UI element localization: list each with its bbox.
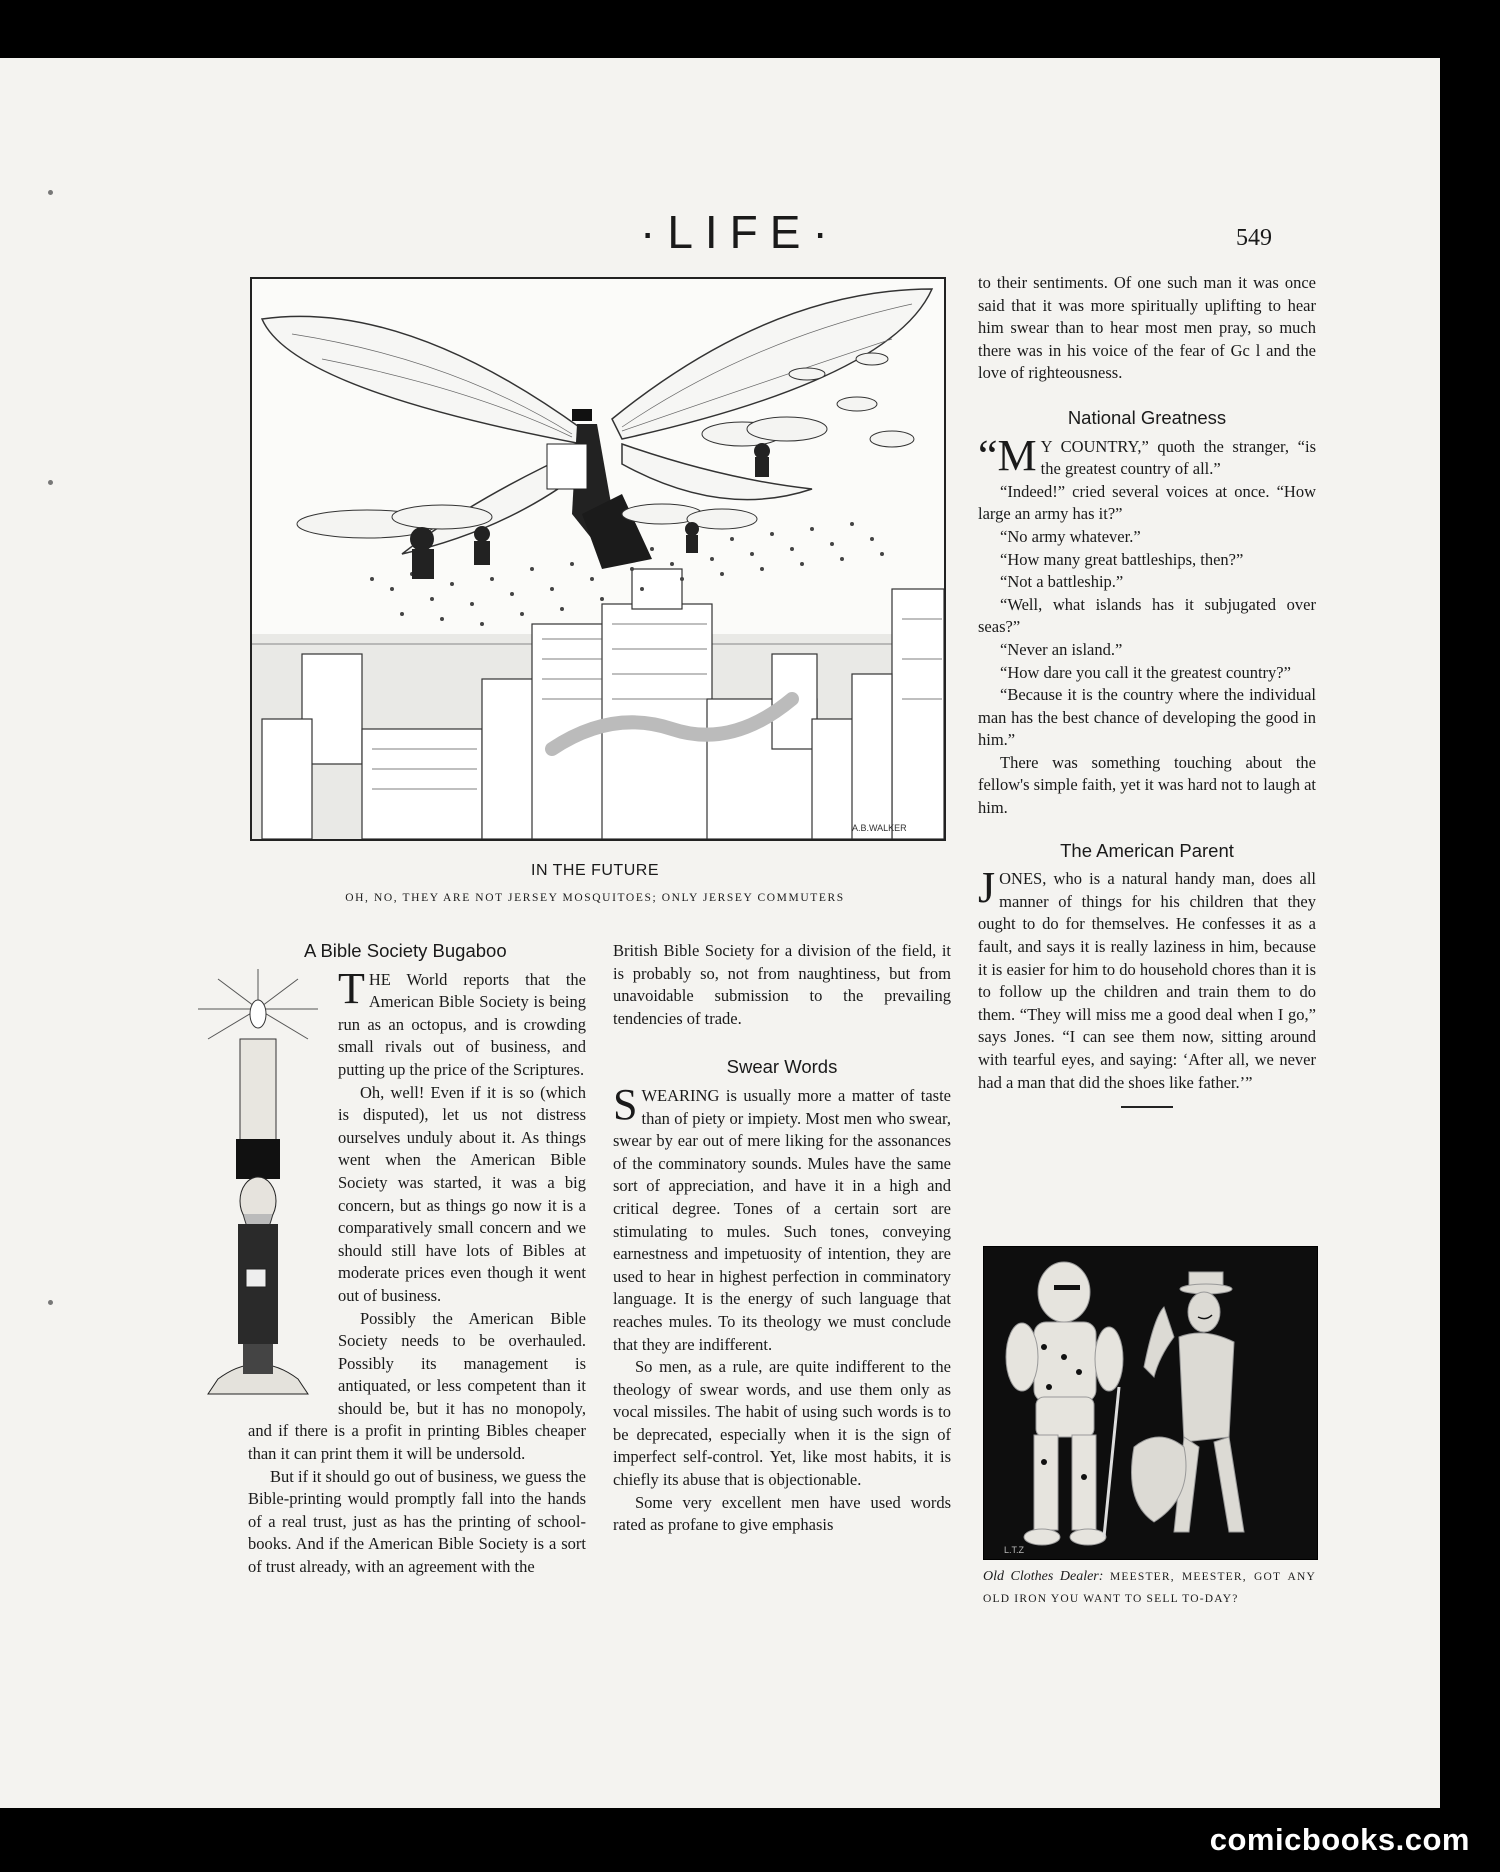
dialogue-line: There was something touching about the fellow's simple faith, yet it was hard not to laugh at him.: [978, 752, 1316, 818]
article-heading: The American Parent: [1060, 839, 1234, 861]
article-paragraph: Possibly the American Bible Society needs to be overhauled. Possibly its management is antiquated, or less competent than it should be, but it has no monopoly, and if there is a profit in printing Bibles cheaper than it can print them it will be undersold.: [248, 1308, 586, 1464]
cartoon-caption: [983, 1566, 1316, 1610]
article-paragraph: “M Y COUNTRY,” quoth the stranger, “is the greatest country of all.”: [978, 430, 1316, 480]
article-paragraph: But if it should go out of business, we guess the Bible-printing would promptly fall into the hands of a real trust, just as has the printing of school-books. And if the American Bible Society is a sort of trust already, with an agreement with the: [248, 1466, 586, 1577]
dialogue-line: “Because it is the country where the individual man has the best chance of developing the good in him.”: [978, 685, 1316, 750]
caption-speaker: Old Clothes Dealer:: [983, 1569, 1104, 1584]
candle-caricature-illustration: [188, 969, 328, 1409]
caption-line: MEESTER, MEESTER, GOT ANY OLD IRON YOU WANT TO SELL TO-DAY?: [983, 1571, 1316, 1605]
drop-cap: J: [978, 863, 996, 913]
dialogue-line: “No army whatever.”: [1000, 526, 1141, 546]
article-paragraph: SWEARING is usually more a matter of taste than of piety or impiety. Most men who swear, swear by ear out of mere liking for the assonances of the comminatory sounds. Mules have the same sort of appreciation, and have it in a high and critical degree. Tones of a certain sort are stimulating to mules. Such tones, conveying earnestness and impetuosity of intention, they are used to hear in highest perfection in comminatory language. It is the energy of such language that reaches mules. To its theology we must conclude that they are indifferent.: [613, 1079, 951, 1354]
armor-and-dealer-drawing: [984, 1247, 1317, 1559]
old-clothes-dealer-cartoon: [983, 1246, 1318, 1560]
binding-mark: [48, 1300, 53, 1305]
artist-signature: A.B.WALKER: [852, 823, 907, 833]
dialogue-line: “Well, what islands has it subjugated over seas?”: [978, 594, 1316, 637]
svg-text:L.T.Z: L.T.Z: [1004, 1545, 1025, 1555]
illustration-subtitle: OH, NO, THEY ARE NOT JERSEY MOSQUITOES; ONLY JERSEY COMMUTERS: [345, 892, 845, 904]
drop-cap: S: [613, 1079, 638, 1129]
article-paragraph: Some very excellent men have used words rated as profane to give emphasis: [613, 1492, 951, 1535]
column-right: [978, 272, 1316, 1108]
in-the-future-illustration: [250, 277, 946, 841]
flying-commuters-drawing: [252, 279, 944, 839]
dialogue-line: “Never an island.”: [1000, 639, 1123, 659]
scan-border: [1440, 0, 1500, 1872]
article-paragraph: THE World reports that the American Bible Society is being run as an octopus, and is crowding small rivals out of business, and putting up the price of the Scriptures.: [338, 963, 586, 1079]
dialogue-line: “Indeed!” cried several voices at once. “How large an army has it?”: [978, 481, 1316, 524]
article-paragraph: JONES, who is a natural handy man, does all manner of things for his children that they ought to do for themselves. He confesses it as a fault, and says it is really laziness in him, because it is easier for him to do household chores than it is to follow up the children and train them to do them. “They will miss me a good deal when I go,” says Jones. “I can see them now, sitting around with tearful eyes, and saying: ‘After all, we never had a man that did the shoes like father.’”: [978, 863, 1316, 1092]
binding-mark: [48, 190, 53, 195]
drop-cap: T: [338, 963, 365, 1013]
article-paragraph: to their sentiments. Of one such man it was once said that it was more spiritually uplifting to hear him swear than to hear most men pray, so much there was in his voice of the fear of Gc l and the love of righteousness.: [978, 273, 1316, 383]
page-number: 549: [1236, 225, 1272, 251]
column-middle: [613, 940, 951, 1537]
illustration-title: IN THE FUTURE: [531, 862, 659, 879]
article-paragraph: Oh, well! Even if it is so (which is disputed), let us not distress ourselves unduly about it. As things went when the American Bible Society was started, it was a big concern, but as things go now it is a comparatively small concern and we should still have lots of Bibles at moderate prices even though it went out of business.: [338, 1082, 586, 1305]
section-divider: [1121, 1106, 1173, 1108]
dialogue-line: “How many great battleships, then?”: [1000, 549, 1244, 569]
drop-cap: “M: [978, 430, 1037, 480]
article-paragraph: British Bible Society for a division of the field, it is probably so, not from naughtiness, but from unavoidable submission to the prevailing tendencies of trade.: [613, 941, 951, 1028]
column-left: [248, 940, 586, 1579]
article-heading: A Bible Society Bugaboo: [304, 940, 507, 961]
site-watermark: comicbooks.com: [1209, 1822, 1470, 1857]
article-heading: National Greatness: [1067, 406, 1227, 428]
masthead: ·LIFE·: [640, 206, 840, 258]
article-heading: Swear Words: [726, 1056, 838, 1078]
dialogue-line: “Not a battleship.”: [1000, 572, 1124, 592]
article-paragraph: So men, as a rule, are quite indifferent to the theology of swear words, and use them only as vocal missiles. The habit of using such words is to be deprecated, especially when it is the sign of imperfect self-control. Yet, like most habits, it is chiefly its abuse that is objectionable.: [613, 1357, 951, 1490]
dialogue-line: “How dare you call it the greatest country?”: [1000, 662, 1291, 682]
binding-mark: [48, 480, 53, 485]
